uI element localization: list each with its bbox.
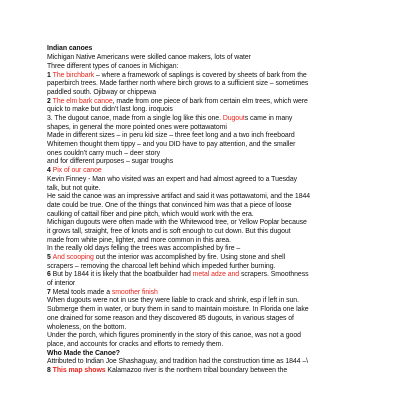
text-segment: In the really old days felling the trees was accomplished by fire –	[47, 245, 241, 253]
bold-text: 4	[47, 167, 53, 175]
text-segment: Three different types of canoes in Michigan:	[47, 62, 179, 70]
text-line	[47, 358, 392, 367]
text-line	[47, 45, 392, 54]
bold-text: Indian canoes	[47, 45, 93, 52]
text-line	[47, 193, 392, 202]
text-segment: Whitemen thought them tippy – and you DID have to pay attention, and the smaller	[47, 141, 296, 149]
bold-text: 8	[47, 366, 53, 374]
text-line	[47, 132, 392, 141]
text-line	[47, 350, 392, 359]
text-line	[47, 237, 392, 246]
text-segment: When dugouts were not in use they were liable to crack and shrink, esp if left in sun.	[47, 297, 299, 305]
text-segment: scrapers – removing the charcoal left behind which impeded further burning.	[47, 262, 276, 270]
text-line	[47, 271, 392, 280]
text-line	[47, 176, 392, 185]
text-segment: it grows tall, straight, free of knots and is soft enough to cut down. But this dugout	[47, 227, 291, 235]
text-line	[47, 115, 392, 124]
highlighted-text: And scooping	[52, 254, 94, 261]
text-line	[47, 263, 392, 272]
text-line	[47, 289, 392, 298]
text-line	[47, 202, 392, 211]
bold-text: Who Made the Canoe?	[47, 349, 120, 357]
text-line	[47, 324, 392, 333]
text-segment: Kevin Finney - Man who visited was an expert and had almost agreed to a Tuesday	[47, 175, 297, 183]
text-line	[47, 89, 392, 98]
text-segment: of interior	[47, 280, 76, 288]
text-line	[47, 150, 392, 159]
text-segment: ones couldn’t carry much – deer story	[47, 149, 161, 157]
text-line	[47, 80, 392, 89]
text-segment: Attributed to Indian Joe Shashaguay, and tradition had the construction time as 1844 –\	[47, 358, 308, 366]
text-segment: shapes, in general the more pointed ones were pottawatomi	[47, 123, 227, 131]
text-line	[47, 245, 392, 254]
text-segment: 3. The dugout canoe, made from a single log like this one.	[47, 115, 223, 122]
text-segment: quick to make but didn’t last long. iroquois	[47, 106, 173, 114]
text-segment: Kalamazoo river is the northern tribal boundary between the	[105, 366, 288, 374]
text-line	[47, 72, 392, 81]
text-segment: s came in many	[244, 115, 293, 122]
text-segment: made from white pine, lighter, and more common in this area.	[47, 236, 231, 244]
text-segment: Michigan dugouts were often made with the Whitewood tree, or Yellow Poplar because	[47, 219, 307, 227]
text-segment: Metal tools made a	[52, 288, 112, 296]
text-line	[47, 367, 392, 376]
text-segment: date could be true. One of the things that convinced him was that a piece of loose	[47, 201, 292, 209]
text-line	[47, 228, 392, 237]
text-line	[47, 254, 392, 263]
text-line	[47, 167, 392, 176]
bold-text: 6	[47, 271, 53, 279]
text-segment: scrapers. Smoothness	[239, 271, 309, 279]
text-line	[47, 124, 392, 133]
text-line	[47, 306, 392, 315]
text-segment: But by 1844 it is likely that the boatbuilder had	[52, 271, 193, 279]
text-segment: and for different purposes – sugar troughs	[47, 158, 174, 166]
text-line	[47, 63, 392, 72]
text-segment: one drained for some reason and they discovered 85 dugouts, in various stages of	[47, 314, 294, 322]
text-segment: , made from one piece of bark from certain elm trees, which were	[112, 97, 308, 105]
text-line	[47, 332, 392, 341]
text-segment: Michigan Native Americans were skilled canoe makers, lots of water	[47, 54, 251, 62]
text-segment: wholeness, on the bottom.	[47, 323, 127, 331]
text-line	[47, 315, 392, 324]
text-segment: caulking of cattail fiber and pine pitch, which would work with the era.	[47, 210, 254, 218]
document-body	[47, 45, 392, 376]
text-segment: out the interior was accomplished by fire. Using stone and shell	[93, 254, 286, 261]
highlighted-text: Pix of our canoe	[52, 167, 102, 175]
text-segment: – where a framework of saplings is covered by sheets of bark from the	[94, 71, 307, 79]
text-line	[47, 54, 392, 63]
text-segment: Made in different sizes – in peru kid size – three feet long and a two inch freeboard	[47, 132, 295, 140]
highlighted-text: metal adze and	[192, 271, 240, 279]
text-line	[47, 141, 392, 150]
bold-text: 7	[47, 288, 53, 296]
highlighted-text: The birchbark	[52, 71, 95, 79]
text-line	[47, 341, 392, 350]
text-line	[47, 211, 392, 220]
text-segment: paddled south. Ojibway or chippewa	[47, 88, 157, 96]
highlighted-text: Dugout	[222, 115, 245, 122]
text-segment: place, and accounts for cracks and efforts to remedy them.	[47, 340, 224, 348]
text-line	[47, 158, 392, 167]
text-line	[47, 297, 392, 306]
text-segment: Under the porch, which figures prominently in the story of this canoe, was not a good	[47, 332, 301, 340]
text-line	[47, 219, 392, 228]
text-segment: He said the canoe was an impressive artifact and said it was pottawatomi, and the 1844	[47, 193, 311, 201]
bold-text: 5	[47, 254, 53, 261]
text-segment: paperbirch trees. Made farther north where birch grows to a sufficient size – sometimes	[47, 80, 309, 88]
bold-text: 1	[47, 71, 53, 79]
text-line	[47, 106, 392, 115]
bold-text: 2	[47, 97, 53, 105]
text-line	[47, 185, 392, 194]
text-line	[47, 280, 392, 289]
text-line	[47, 98, 392, 107]
highlighted-text: smoother finish	[111, 288, 158, 296]
text-segment: talk, but not quite.	[47, 184, 101, 192]
highlighted-text: The elm bark canoe	[52, 97, 113, 105]
text-segment: Submerge them in water, or bury them in sand to maintain moisture. In Florida one lake	[47, 306, 309, 314]
highlighted-text: This map shows	[52, 366, 106, 374]
